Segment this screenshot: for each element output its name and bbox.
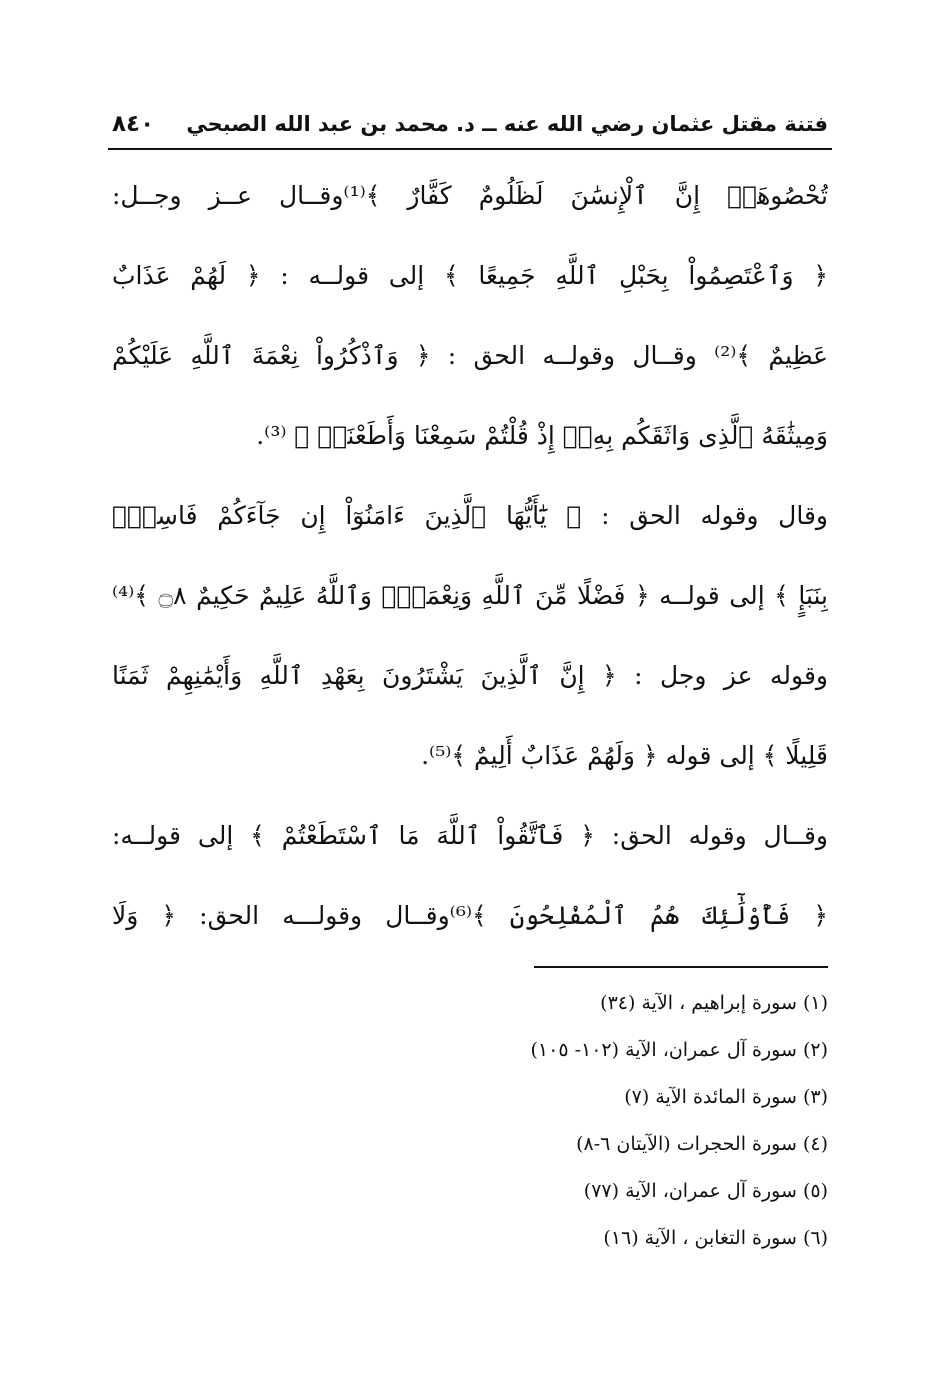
footnote: (٦) سورة التغابن ، الآية (١٦)	[603, 1227, 828, 1249]
body-line: عَظِيمٌ ﴾⁽²⁾ وقــال وقولــه الحق : ﴿ وَٱذْكُرُواْ نِعْمَةَ ٱللَّهِ عَلَيْكُمْ	[112, 341, 828, 370]
body-line: تُحْصُوهَآۗ إِنَّ ٱلْإِنسَٰنَ لَظَلُومٌ كَفَّارٌ ﴾⁽¹⁾وقــال عــز وجــل:	[112, 181, 828, 210]
footnote: (١) سورة إبراهيم ، الآية (٣٤)	[600, 992, 828, 1014]
footnotes	[112, 980, 828, 1262]
header-divider	[108, 148, 832, 150]
running-header	[112, 104, 828, 144]
body-line: ﴿ وَٱعْتَصِمُواْ بِحَبْلِ ٱللَّهِ جَمِيعًا ﴾ إلى قولــه : ﴿ لَهُمْ عَذَابٌ	[112, 261, 828, 290]
page-number: ٨٤٠	[112, 111, 155, 137]
footnote-divider	[534, 966, 828, 968]
footnote: (٢) سورة آل عمران، الآية (١٠٢- ١٠٥)	[530, 1039, 828, 1061]
body-text	[112, 156, 828, 956]
body-line: وقال وقوله الحق : ﴿ يَٰٓأَيُّهَا ٱلَّذِينَ ءَامَنُوٓاْ إِن جَآءَكُمْ فَاسِقٌۢ	[112, 501, 828, 530]
footnote: (٣) سورة المائدة الآية (٧)	[624, 1086, 828, 1108]
body-line: قَلِيلًا ﴾ إلى قوله ﴿ وَلَهُمْ عَذَابٌ أَلِيمٌ ﴾⁽⁵⁾.	[421, 741, 828, 770]
body-line: بِنَبَإٍ ﴾ إلى قولــه ﴿ فَضْلًا مِّنَ ٱللَّهِ وَنِعْمَةًۚ وَٱللَّهُ عَلِيمٌ حَكِيمٌ ۝٨ ﴾⁽⁴⁾	[112, 581, 828, 610]
body-line: وقوله عز وجل : ﴿ إِنَّ ٱلَّذِينَ يَشْتَرُونَ بِعَهْدِ ٱللَّهِ وَأَيْمَٰنِهِمْ ثَمَنًا	[112, 661, 828, 690]
footnote: (٤) سورة الحجرات (الآيتان ٦-٨)	[576, 1133, 828, 1155]
header-title: فتنة مقتل عثمان رضي الله عنه ــ د. محمد بن عبد الله الصبحي	[186, 112, 828, 136]
body-line: وقــال وقوله الحق: ﴿ فَٱتَّقُواْ ٱللَّهَ مَا ٱسْتَطَعْتُمْ ﴾ إلى قولــه:	[112, 821, 828, 850]
footnote: (٥) سورة آل عمران، الآية (٧٧)	[583, 1180, 828, 1202]
body-line: وَمِيثَٰقَهُ ٱلَّذِى وَاثَقَكُم بِهِۦٓ إِذْ قُلْتُمْ سَمِعْنَا وَأَطَعْنَاۖ ﴾ ⁽³⁾.	[256, 421, 828, 450]
body-line: ﴿ فَأُوْلَٰٓئِكَ هُمُ ٱلْمُفْلِحُونَ ﴾⁽⁶⁾وقــال وقولـــه الحق: ﴿ وَلَا	[112, 901, 828, 930]
